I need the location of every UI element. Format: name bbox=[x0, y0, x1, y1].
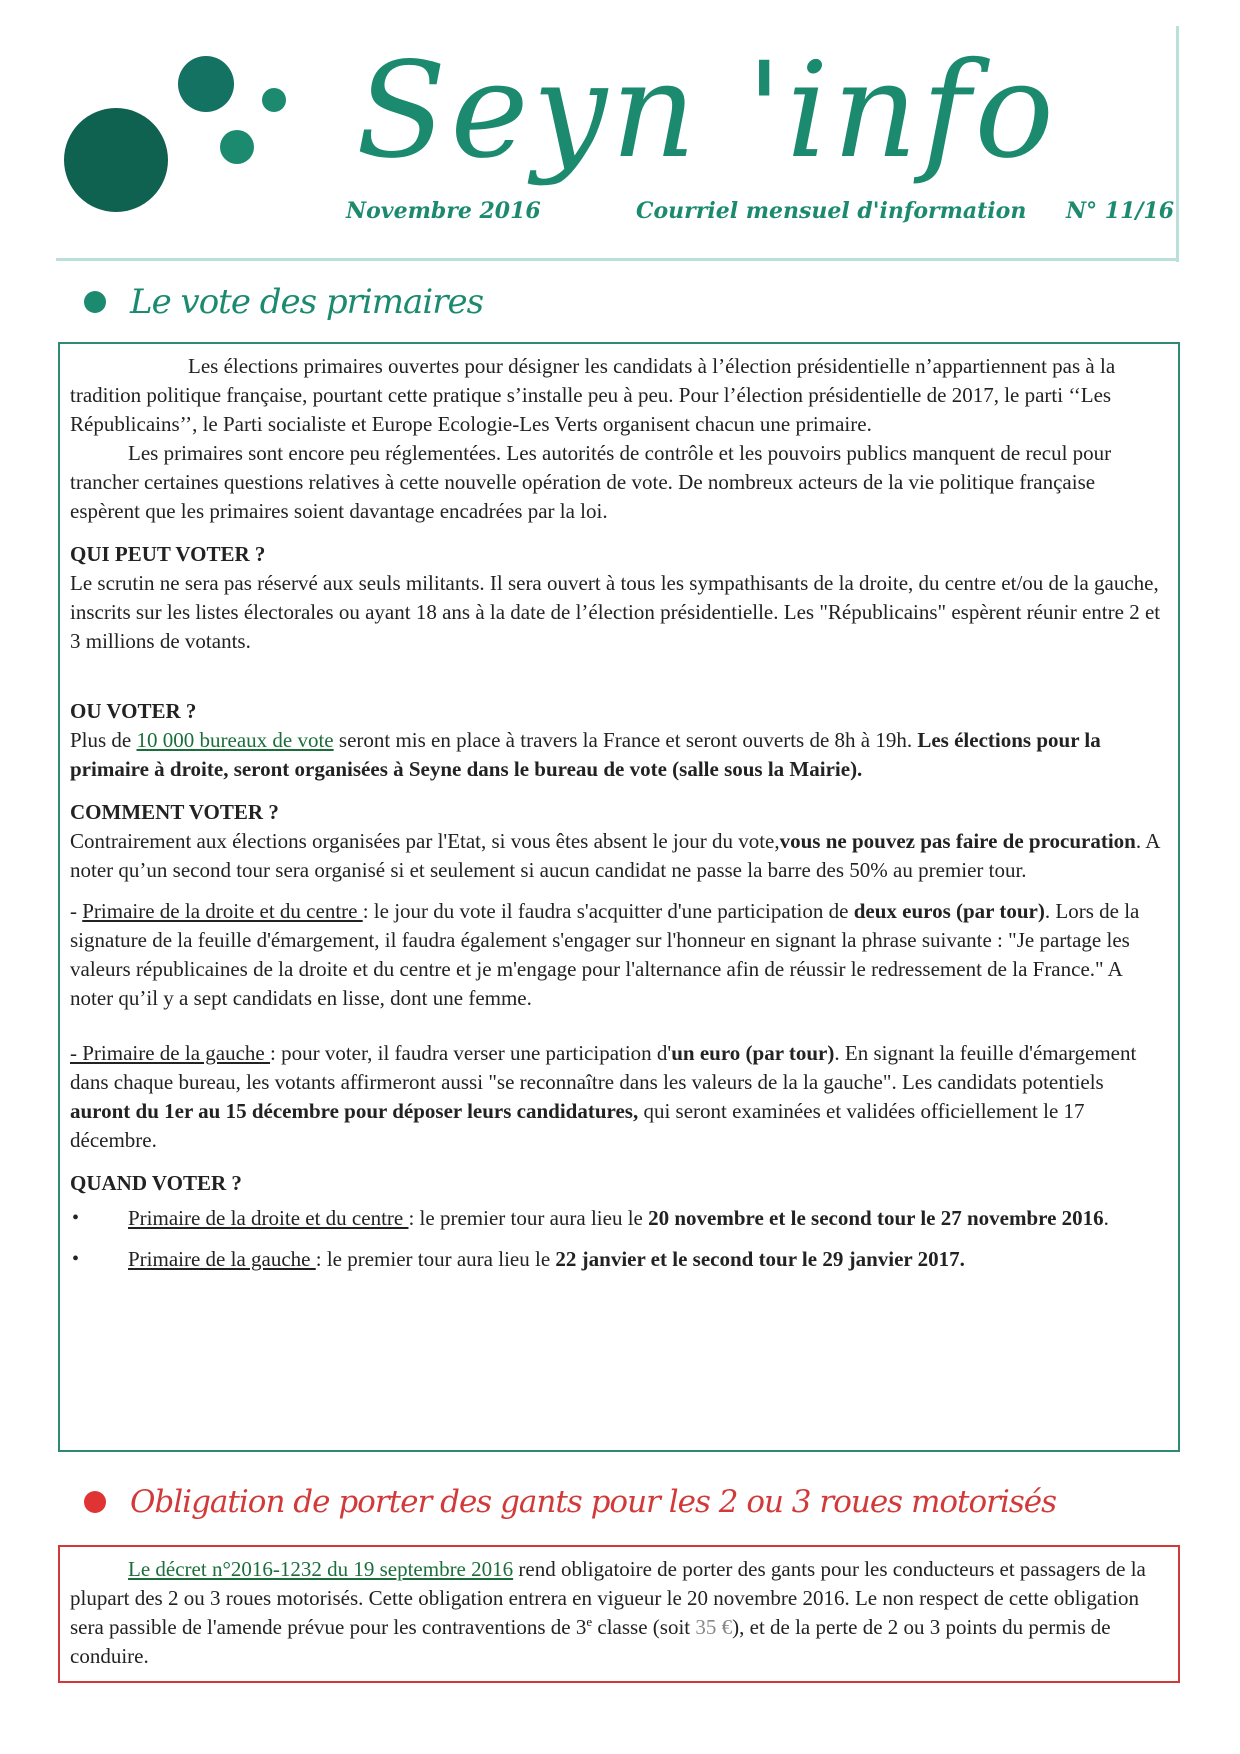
quand-item-bold: 22 janvier et le second tour le 29 janvier 2017. bbox=[555, 1247, 965, 1271]
comment-text-post: . A noter qu’un second tour sera organisé si et seulement si aucun candidat ne passe la barre des 50% au premier tour. bbox=[70, 829, 1160, 882]
section-title: Le vote des primaires bbox=[130, 282, 484, 322]
quand-item-pre: : le premier tour aura lieu le bbox=[408, 1206, 649, 1230]
droite-dash: - bbox=[70, 899, 83, 923]
comment-text-pre: Contrairement aux élections organisées par l'Etat, si vous êtes absent le jour du vote, bbox=[70, 829, 780, 853]
ou-paragraph bbox=[70, 726, 1168, 784]
masthead-border-right bbox=[1176, 26, 1179, 262]
quand-item-post: . bbox=[1103, 1206, 1109, 1230]
heading-bullet-icon bbox=[84, 1491, 106, 1513]
intro-paragraph-1: Les élections primaires ouvertes pour désigner les candidats à l’élection présidentielle n’appartiennent pas à la tradition politique française, pourtant cette pratique s’installe peu à peu. Pour l’élection présidentielle de 2017, le parti ‘‘Les Républicains’’, le Parti socialiste et Europe Ecologie-Les Verts organisent chacun une primaire. bbox=[70, 354, 1116, 436]
gants-text-c: ), et de la perte de 2 ou 3 points du permis de conduire. bbox=[70, 1615, 1111, 1668]
droite-text-pre: : le jour du vote il faudra s'acquitter d'une participation de bbox=[362, 899, 854, 923]
section-title: Obligation de porter des gants pour les 2 ou 3 roues motorisés bbox=[130, 1484, 1057, 1520]
qui-paragraph: Le scrutin ne sera pas réservé aux seuls militants. Il sera ouvert à tous les sympathisants de la droite, du centre et/ou de la gauche, inscrits sur les listes électorales ou ayant 18 ans à la date de l’élection présidentielle. Les "Républicains" espèrent réunir entre 2 et 3 millions de votants. bbox=[70, 571, 1161, 653]
issue-number: N° 11/16 bbox=[1066, 198, 1175, 224]
ou-text-pre: Plus de bbox=[70, 728, 137, 752]
quand-item-label: Primaire de la droite et du centre bbox=[128, 1206, 409, 1230]
quand-item-pre: : le premier tour aura lieu le bbox=[315, 1247, 556, 1271]
quand-heading: QUAND VOTER ? bbox=[70, 1171, 242, 1195]
gants-superscript: e bbox=[586, 1614, 593, 1629]
gants-text-a: rend obligatoire de porter des gants pour les conducteurs et passagers de la plupart des 2 ou 3 roues motorisés. Cette obligation entrera en vigueur le 20 novembre 2016. Le non respect de cette obligation sera passible de l'amende prévue pour les contraventions de 3 bbox=[70, 1557, 1146, 1639]
bureaux-de-vote-link[interactable]: 10 000 bureaux de vote bbox=[136, 728, 334, 752]
gauche-label: - Primaire de la gauche bbox=[70, 1041, 270, 1065]
droite-text-post: . Lors de la signature de la feuille d'émargement, il faudra également s'engager sur l'honneur en signant la phrase suivante : "Je partage les valeurs républicaines de la droite et du centre et je m'engage pour l'alternance afin de réussir le redressement de la France." A noter qu’il y a sept candidats en lisse, dont une femme. bbox=[70, 899, 1140, 1010]
ou-heading: OU VOTER ? bbox=[70, 699, 197, 723]
logo-dot-medium bbox=[178, 56, 234, 112]
ou-text-mid: seront mis en place à travers la France et seront ouverts de 8h à 19h. bbox=[333, 728, 918, 752]
decret-link[interactable]: Le décret n°2016-1232 du 19 septembre 2016 bbox=[128, 1557, 514, 1581]
primaires-article bbox=[58, 342, 1180, 1452]
comment-text-bold: vous ne pouvez pas faire de procuration bbox=[779, 829, 1136, 853]
list-item bbox=[70, 1245, 1168, 1274]
masthead bbox=[56, 26, 1180, 262]
qui-heading: QUI PEUT VOTER ? bbox=[70, 542, 266, 566]
droite-paragraph bbox=[70, 897, 1168, 1013]
issue-date: Novembre 2016 bbox=[346, 198, 541, 224]
droite-text-bold: deux euros (par tour) bbox=[853, 899, 1045, 923]
gauche-text-pre: : pour voter, il faudra verser une participation d' bbox=[270, 1041, 672, 1065]
list-item bbox=[70, 1204, 1168, 1233]
intro-paragraph-2: Les primaires sont encore peu réglementées. Les autorités de contrôle et les pouvoirs publics manquent de recul pour trancher certaines questions relatives à cette nouvelle opération de vote. De nombreux acteurs de la vie politique française espèrent que les primaires soient davantage encadrées par la loi. bbox=[70, 441, 1112, 523]
logo-dot-tiny bbox=[262, 88, 286, 112]
droite-label: Primaire de la droite et du centre bbox=[82, 899, 363, 923]
gauche-text-mid: . En signant la feuille d'émargement dans chaque bureau, les votants affirmeront aussi "se reconnaître dans les valeurs de la la gauche". Les candidats potentiels bbox=[70, 1041, 1137, 1094]
gauche-text-post: qui seront examinées et validées officiellement le 17 décembre. bbox=[70, 1099, 1085, 1152]
gants-article bbox=[58, 1545, 1180, 1683]
newsletter-title: Seyn 'info bbox=[356, 34, 1058, 188]
section-heading-gants bbox=[84, 1484, 1056, 1520]
comment-heading: COMMENT VOTER ? bbox=[70, 800, 279, 824]
section-heading-primaires bbox=[84, 282, 483, 322]
gauche-text-bold-2: auront du 1er au 15 décembre pour déposer leurs candidatures, bbox=[70, 1099, 639, 1123]
gants-paragraph bbox=[70, 1555, 1168, 1671]
gauche-text-bold-1: un euro (par tour) bbox=[671, 1041, 835, 1065]
newsletter-subtitle: Courriel mensuel d'information bbox=[636, 198, 1027, 224]
gants-text-b: classe (soit bbox=[592, 1615, 696, 1639]
quand-item-label: Primaire de la gauche bbox=[128, 1247, 316, 1271]
ou-text-bold: Les élections pour la primaire à droite, seront organisées à Seyne dans le bureau de vote (salle sous la Mairie). bbox=[70, 728, 1101, 781]
heading-bullet-icon bbox=[84, 291, 106, 313]
fine-amount: 35 € bbox=[695, 1615, 733, 1639]
quand-item-bold: 20 novembre et le second tour le 27 novembre 2016 bbox=[648, 1206, 1104, 1230]
masthead-border-bottom bbox=[56, 258, 1179, 261]
quand-list bbox=[70, 1204, 1168, 1274]
gauche-paragraph bbox=[70, 1039, 1168, 1155]
logo-dot-small bbox=[220, 130, 254, 164]
logo-dot-large bbox=[64, 108, 168, 212]
comment-paragraph bbox=[70, 827, 1168, 885]
